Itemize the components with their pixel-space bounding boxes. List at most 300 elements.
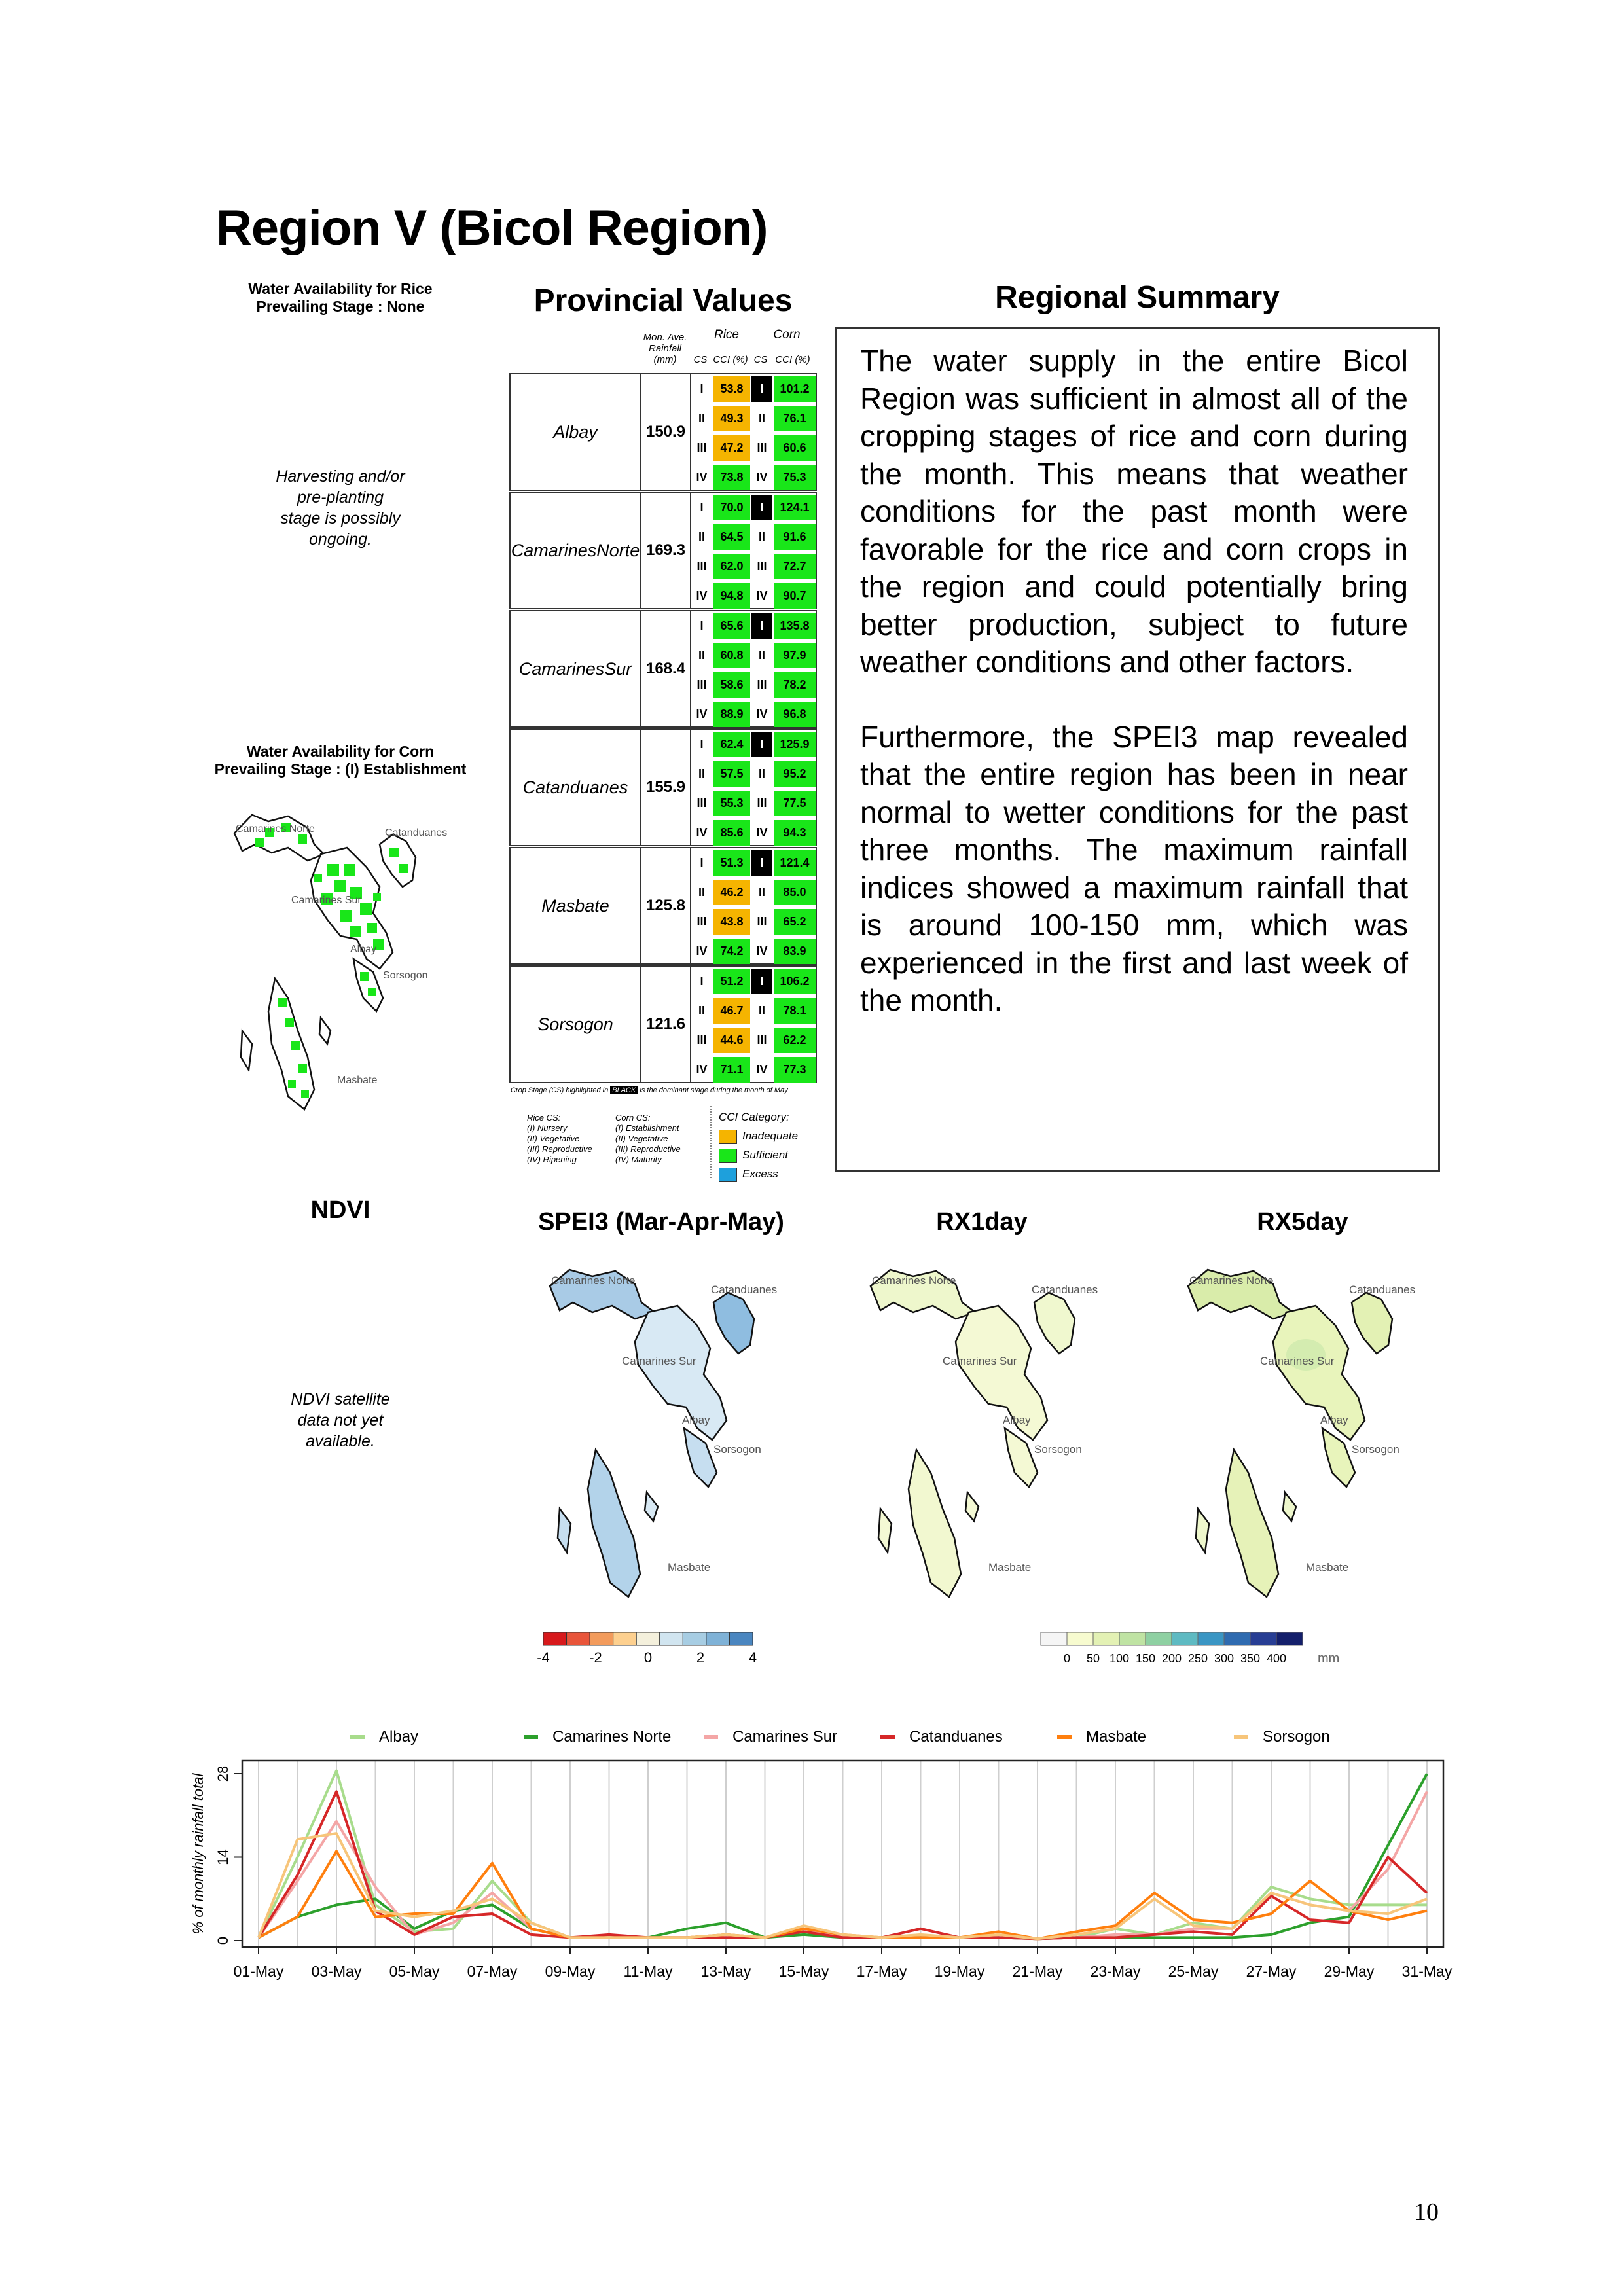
rain-scale-label: 0 bbox=[1063, 1652, 1071, 1665]
corn-crop-stage: III bbox=[757, 915, 767, 928]
province-shape bbox=[713, 1293, 754, 1354]
footnote-text: Crop Stage (CS) highlighted in bbox=[511, 1086, 609, 1094]
spei-scale-step bbox=[590, 1632, 613, 1645]
corn-crop-stage: III bbox=[757, 560, 767, 573]
ndvi-heading: NDVI bbox=[310, 1196, 370, 1224]
provincial-values-heading: Provincial Values bbox=[533, 283, 793, 318]
rice-cci-value: 65.6 bbox=[713, 613, 750, 639]
x-tick-label: 21-May bbox=[1012, 1963, 1063, 1980]
corn-panel-heading bbox=[196, 743, 484, 778]
legend-label: Albay bbox=[379, 1728, 419, 1746]
rain-scale-label: 350 bbox=[1240, 1652, 1261, 1665]
stage-row bbox=[691, 996, 818, 1026]
rice-cci-value: 64.5 bbox=[713, 524, 750, 550]
corn-crop-stage: IV bbox=[756, 589, 768, 602]
rain-scale-step bbox=[1041, 1632, 1067, 1645]
province-rainfall: 168.4 bbox=[641, 611, 691, 726]
corn-cci-value: 124.1 bbox=[774, 495, 816, 520]
ndvi-note bbox=[249, 1389, 432, 1452]
province-shape bbox=[635, 1306, 727, 1440]
province-name bbox=[511, 374, 641, 490]
corn-cci-value: 135.8 bbox=[774, 613, 816, 639]
x-tick-label: 23-May bbox=[1090, 1963, 1141, 1980]
rain-scale-step bbox=[1146, 1632, 1172, 1645]
spei-scale-label: 4 bbox=[748, 1649, 757, 1666]
corn-cci-value: 62.2 bbox=[774, 1028, 816, 1053]
map-label: Catanduanes bbox=[1349, 1283, 1416, 1296]
footnote-black-highlight: BLACK bbox=[610, 1086, 638, 1094]
rice-crop-stage: I bbox=[700, 975, 704, 988]
rain-header-line: (mm) bbox=[653, 354, 677, 365]
rice-cci-value: 74.2 bbox=[713, 939, 750, 964]
spei-color-scale bbox=[530, 1630, 766, 1676]
corn-cci-value: 95.2 bbox=[774, 761, 816, 787]
corn-cci-value: 97.9 bbox=[774, 643, 816, 668]
corn-crop-stage: IV bbox=[756, 944, 768, 958]
rainfall-color-scale bbox=[1034, 1630, 1348, 1676]
rice-cci-value: 53.8 bbox=[713, 376, 750, 402]
cci-legend-label: Excess bbox=[742, 1168, 778, 1180]
legend-line: (IV) Ripening bbox=[527, 1155, 577, 1164]
province-name bbox=[511, 848, 641, 963]
corn-cci-value: 96.8 bbox=[774, 702, 816, 727]
legend-label: Catanduanes bbox=[909, 1728, 1003, 1746]
x-tick-label: 01-May bbox=[233, 1963, 284, 1980]
corn-cci-value: 60.6 bbox=[774, 435, 816, 461]
x-tick-label: 29-May bbox=[1324, 1963, 1375, 1980]
rice-cci-value: 70.0 bbox=[713, 495, 750, 520]
province-shape bbox=[1226, 1450, 1278, 1597]
daily-rainfall-chart bbox=[183, 1748, 1466, 1990]
rice-cci-value: 85.6 bbox=[713, 820, 750, 846]
rice-crop-stage: III bbox=[696, 915, 707, 928]
province-shape bbox=[1352, 1293, 1392, 1354]
ndvi-note-line: data not yet bbox=[297, 1411, 384, 1429]
swatch-inadequate bbox=[719, 1130, 737, 1144]
corn-cci-value: 121.4 bbox=[774, 850, 816, 876]
corn-cci-value: 78.1 bbox=[774, 998, 816, 1024]
rice-crop-stage: I bbox=[700, 738, 704, 751]
x-tick-label: 05-May bbox=[389, 1963, 440, 1980]
rice-heading-line2: Prevailing Stage : None bbox=[256, 298, 425, 315]
table-footnote bbox=[511, 1086, 825, 1094]
province-shape bbox=[645, 1492, 658, 1521]
x-tick-label: 03-May bbox=[311, 1963, 362, 1980]
cci-category-legend bbox=[719, 1107, 823, 1183]
stage-row bbox=[691, 611, 818, 641]
stage-row bbox=[691, 433, 818, 463]
legend-line: (II) Vegetative bbox=[615, 1134, 668, 1143]
page-number: 10 bbox=[1414, 2198, 1439, 2226]
corn-crop-stage: IV bbox=[756, 826, 768, 839]
legend-line: Corn CS: bbox=[615, 1113, 651, 1122]
stage-row bbox=[691, 463, 818, 492]
province-name bbox=[511, 967, 641, 1082]
province-shape bbox=[1196, 1509, 1209, 1552]
spei-scale-step bbox=[543, 1632, 567, 1645]
rice-cs-subheader: CS bbox=[693, 354, 708, 365]
corn-cci-value: 125.9 bbox=[774, 732, 816, 757]
corn-cci-value: 72.7 bbox=[774, 554, 816, 579]
map-label: Catanduanes bbox=[1032, 1283, 1098, 1296]
map-label: Catanduanes bbox=[385, 827, 448, 838]
rain-scale-step bbox=[1276, 1632, 1303, 1645]
rainfall-column-header bbox=[639, 332, 691, 365]
rice-crop-stage: III bbox=[696, 560, 707, 573]
y-tick-label: 28 bbox=[215, 1765, 231, 1782]
province-shape bbox=[588, 1450, 640, 1597]
province-block bbox=[509, 965, 817, 1083]
corn-cci-value: 76.1 bbox=[774, 406, 816, 431]
rice-cci-subheader: CCI (%) bbox=[713, 354, 748, 365]
corn-heading-line2: Prevailing Stage : (I) Establishment bbox=[214, 761, 467, 778]
corn-crop-stage: II bbox=[758, 412, 765, 425]
province-block bbox=[509, 492, 817, 609]
rice-cci-value: 62.4 bbox=[713, 732, 750, 757]
corn-cci-value: 83.9 bbox=[774, 939, 816, 964]
rx5day-map bbox=[1168, 1257, 1443, 1617]
rice-crop-stage: II bbox=[698, 886, 705, 899]
summary-paragraph: The water supply in the entire Bicol Region was sufficient in almost all of the cropping stages of rice and corn during the month. This means that weather conditions for the past month were favorable for the rice and corn crops in the region and could potentially bring better production, subject to future weather conditions and other factors. bbox=[860, 344, 1408, 679]
footnote-text: is the dominant stage during the month of May bbox=[640, 1086, 788, 1094]
spei-scale-step bbox=[567, 1632, 590, 1645]
rain-scale-label: 200 bbox=[1161, 1652, 1182, 1665]
corn-cs-legend bbox=[615, 1113, 707, 1165]
rain-scale-label: 50 bbox=[1086, 1652, 1100, 1665]
y-tick-label: 14 bbox=[215, 1849, 231, 1865]
province-name-line: Camarines bbox=[518, 658, 605, 679]
province-name-line: Norte bbox=[596, 540, 640, 560]
legend-line: (III) Reproductive bbox=[615, 1144, 681, 1154]
spei-scale-label: -2 bbox=[589, 1649, 602, 1666]
chart-legend-item bbox=[1234, 1728, 1330, 1746]
rice-cci-value: 46.7 bbox=[713, 998, 750, 1024]
spei-map bbox=[530, 1257, 805, 1617]
stage-row bbox=[691, 581, 818, 611]
stage-row bbox=[691, 404, 818, 433]
map-label: Sorsogon bbox=[713, 1443, 761, 1456]
rice-note-line: stage is possibly bbox=[280, 509, 401, 528]
x-tick-label: 11-May bbox=[623, 1963, 673, 1980]
corn-cci-value: 77.5 bbox=[774, 791, 816, 816]
stage-row bbox=[691, 818, 818, 848]
swatch-excess bbox=[719, 1168, 737, 1182]
stage-row bbox=[691, 759, 818, 789]
rain-scale-step bbox=[1067, 1632, 1093, 1645]
legend-swatch bbox=[350, 1735, 365, 1739]
rice-cci-value: 94.8 bbox=[713, 583, 750, 609]
map-label: Albay bbox=[350, 944, 377, 955]
chart-legend-item bbox=[880, 1728, 1003, 1746]
x-tick-label: 07-May bbox=[467, 1963, 518, 1980]
map-label: Camarines Sur bbox=[943, 1355, 1017, 1367]
corn-crop-stage: II bbox=[758, 767, 765, 780]
stage-row bbox=[691, 789, 818, 818]
stage-row bbox=[691, 670, 818, 700]
corn-cci-value: 65.2 bbox=[774, 909, 816, 935]
rice-crop-stage: IV bbox=[696, 826, 708, 839]
spei-scale-label: -4 bbox=[537, 1649, 550, 1666]
cci-legend-label: Sufficient bbox=[742, 1149, 788, 1161]
rice-cci-value: 73.8 bbox=[713, 465, 750, 490]
map-label: Masbate bbox=[668, 1561, 711, 1573]
rice-cci-value: 51.2 bbox=[713, 969, 750, 994]
rice-cci-value: 44.6 bbox=[713, 1028, 750, 1053]
stage-row bbox=[691, 937, 818, 966]
rice-cci-value: 57.5 bbox=[713, 761, 750, 787]
rice-crop-stage: I bbox=[700, 619, 704, 632]
rain-scale-unit: mm bbox=[1318, 1651, 1340, 1666]
corn-crop-stage: IV bbox=[756, 708, 768, 721]
stage-row bbox=[691, 848, 818, 878]
y-axis-label: % of monthly rainfall total bbox=[190, 1773, 206, 1935]
legend-line: (I) Establishment bbox=[615, 1123, 679, 1133]
rice-crop-stage: IV bbox=[696, 471, 708, 484]
legend-swatch bbox=[704, 1735, 718, 1739]
rice-note-line: Harvesting and/or bbox=[276, 467, 405, 486]
corn-crop-stage: II bbox=[758, 530, 765, 543]
stage-row bbox=[691, 730, 818, 759]
map-label: Camarines Sur bbox=[622, 1355, 696, 1367]
stage-row bbox=[691, 641, 818, 670]
rain-header-line: Mon. Ave. bbox=[643, 332, 687, 343]
map-label: Camarines Sur bbox=[1260, 1355, 1335, 1367]
map-label: Masbate bbox=[1306, 1561, 1349, 1573]
rice-heading-line1: Water Availability for Rice bbox=[248, 280, 433, 297]
page-title: Region V (Bicol Region) bbox=[216, 200, 768, 256]
province-rainfall: 150.9 bbox=[641, 374, 691, 490]
corn-water-availability-map bbox=[216, 782, 478, 1149]
rx5day-map-title: RX5day bbox=[1257, 1208, 1348, 1236]
rice-crop-stage: II bbox=[698, 530, 705, 543]
corn-cci-value: 90.7 bbox=[774, 583, 816, 609]
corn-crop-stage: II bbox=[758, 886, 765, 899]
chart-legend-item bbox=[1057, 1728, 1146, 1746]
corn-crop-stage: III bbox=[757, 797, 767, 810]
rice-panel-note bbox=[236, 466, 445, 550]
cci-legend-item bbox=[719, 1164, 823, 1183]
corn-cci-value: 85.0 bbox=[774, 880, 816, 905]
stage-row bbox=[691, 967, 818, 996]
map-label: Sorsogon bbox=[1034, 1443, 1082, 1456]
x-tick-label: 25-May bbox=[1168, 1963, 1219, 1980]
rice-cci-value: 58.6 bbox=[713, 672, 750, 698]
province-rainfall: 169.3 bbox=[641, 493, 691, 608]
rain-scale-step bbox=[1093, 1632, 1119, 1645]
legend-label: Camarines Norte bbox=[552, 1728, 672, 1746]
province-shape bbox=[1283, 1492, 1296, 1521]
corn-crop-stage: III bbox=[757, 441, 767, 454]
provincial-values-table bbox=[509, 373, 817, 1086]
corn-crop-stage: I bbox=[751, 376, 772, 402]
rain-scale-label: 300 bbox=[1214, 1652, 1235, 1665]
province-name-line: Catanduanes bbox=[522, 777, 628, 797]
map-label: Camarines Norte bbox=[872, 1274, 956, 1287]
rain-scale-label: 250 bbox=[1187, 1652, 1208, 1665]
corn-cci-value: 106.2 bbox=[774, 969, 816, 994]
province-rainfall: 125.8 bbox=[641, 848, 691, 963]
spei-scale-bars bbox=[543, 1632, 753, 1645]
map-label: Albay bbox=[1003, 1414, 1031, 1426]
legend-line: (III) Reproductive bbox=[527, 1144, 592, 1154]
legend-line: (IV) Maturity bbox=[615, 1155, 662, 1164]
cci-legend-item bbox=[719, 1126, 823, 1145]
province-shape bbox=[558, 1509, 571, 1552]
province-block bbox=[509, 728, 817, 846]
rain-header-line: Rainfall bbox=[648, 343, 682, 354]
province-block bbox=[509, 847, 817, 965]
stage-row bbox=[691, 493, 818, 522]
rice-cci-value: 49.3 bbox=[713, 406, 750, 431]
x-tick-label: 13-May bbox=[700, 1963, 751, 1980]
rain-scale-step bbox=[1224, 1632, 1250, 1645]
rain-scale-label: 100 bbox=[1109, 1652, 1130, 1665]
province-shape bbox=[909, 1450, 961, 1597]
rice-crop-stage: II bbox=[698, 649, 705, 662]
stage-row bbox=[691, 1026, 818, 1055]
chart-legend-item bbox=[350, 1728, 418, 1746]
spei-map-title: SPEI3 (Mar-Apr-May) bbox=[538, 1208, 784, 1236]
stage-row bbox=[691, 878, 818, 907]
regional-summary-heading: Regional Summary bbox=[995, 280, 1280, 315]
rice-crop-stage: I bbox=[700, 382, 704, 395]
rice-column-header: Rice bbox=[713, 328, 739, 342]
rice-note-line: ongoing. bbox=[309, 530, 372, 548]
swatch-sufficient bbox=[719, 1149, 737, 1163]
corn-column-header: Corn bbox=[773, 328, 801, 342]
y-tick-label: 0 bbox=[215, 1936, 231, 1945]
cci-legend-label: Inadequate bbox=[742, 1130, 799, 1142]
legend-swatch bbox=[524, 1735, 538, 1739]
legend-label: Sorsogon bbox=[1263, 1728, 1330, 1746]
map-label: Sorsogon bbox=[383, 970, 428, 981]
rice-cs-legend bbox=[527, 1113, 619, 1165]
rice-crop-stage: III bbox=[696, 441, 707, 454]
cci-legend-item bbox=[719, 1145, 823, 1164]
province-shape bbox=[956, 1306, 1047, 1440]
rain-scale-label: 400 bbox=[1266, 1652, 1287, 1665]
map-label: Camarines Sur bbox=[291, 895, 361, 906]
corn-cci-value: 77.3 bbox=[774, 1057, 816, 1083]
map-label: Albay bbox=[682, 1414, 710, 1426]
corn-crop-stage: I bbox=[751, 613, 772, 639]
chart-legend-item bbox=[524, 1728, 671, 1746]
stage-row bbox=[691, 374, 818, 404]
rice-cci-value: 51.3 bbox=[713, 850, 750, 876]
corn-crop-stage: I bbox=[751, 969, 772, 994]
corn-crop-stage: IV bbox=[756, 471, 768, 484]
rice-cci-value: 55.3 bbox=[713, 791, 750, 816]
stage-row bbox=[691, 522, 818, 552]
corn-cci-value: 91.6 bbox=[774, 524, 816, 550]
x-tick-label: 17-May bbox=[856, 1963, 907, 1980]
ndvi-note-line: available. bbox=[306, 1432, 375, 1450]
legend-line: (I) Nursery bbox=[527, 1123, 568, 1133]
map-label: Camarines Norte bbox=[1189, 1274, 1274, 1287]
spei-scale-step bbox=[729, 1632, 753, 1645]
spei-scale-step bbox=[683, 1632, 706, 1645]
corn-crop-stage: I bbox=[751, 495, 772, 520]
province-name-line: Camarines bbox=[511, 540, 597, 560]
map-label: Sorsogon bbox=[1352, 1443, 1399, 1456]
rice-crop-stage: III bbox=[696, 678, 707, 691]
rice-panel-heading bbox=[196, 280, 484, 315]
province-block bbox=[509, 610, 817, 728]
spei-scale-label: 0 bbox=[643, 1649, 653, 1666]
map-label: Masbate bbox=[337, 1075, 378, 1086]
province-shape bbox=[1273, 1306, 1365, 1440]
rain-scale-step bbox=[1198, 1632, 1224, 1645]
stage-row bbox=[691, 700, 818, 729]
rain-scale-step bbox=[1119, 1632, 1146, 1645]
legend-line: Rice CS: bbox=[527, 1113, 561, 1122]
rice-cci-value: 71.1 bbox=[713, 1057, 750, 1083]
spei-scale-step bbox=[613, 1632, 637, 1645]
regional-summary-box bbox=[835, 327, 1440, 1172]
province-name bbox=[511, 730, 641, 845]
x-tick-label: 09-May bbox=[545, 1963, 596, 1980]
ndvi-note-line: NDVI satellite bbox=[291, 1390, 390, 1408]
rain-scale-label: 150 bbox=[1135, 1652, 1156, 1665]
x-tick-label: 19-May bbox=[934, 1963, 985, 1980]
rice-crop-stage: IV bbox=[696, 944, 708, 958]
spei-scale-step bbox=[660, 1632, 683, 1645]
rice-crop-stage: IV bbox=[696, 708, 708, 721]
corn-cci-value: 94.3 bbox=[774, 820, 816, 846]
map-label: Albay bbox=[1320, 1414, 1348, 1426]
corn-heading-line1: Water Availability for Corn bbox=[246, 743, 435, 760]
rice-cci-value: 43.8 bbox=[713, 909, 750, 935]
legend-label: Masbate bbox=[1086, 1728, 1147, 1746]
rice-crop-stage: I bbox=[700, 501, 704, 514]
province-name bbox=[511, 611, 641, 726]
corn-crop-stage: III bbox=[757, 1033, 767, 1047]
rice-cci-value: 46.2 bbox=[713, 880, 750, 905]
rice-cci-value: 47.2 bbox=[713, 435, 750, 461]
province-name-line: Sur bbox=[604, 658, 632, 679]
corn-cci-subheader: CCI (%) bbox=[775, 354, 810, 365]
province-rainfall: 155.9 bbox=[641, 730, 691, 845]
spei-scale-step bbox=[636, 1632, 660, 1645]
corn-cs-subheader: CS bbox=[753, 354, 768, 365]
rice-cci-value: 62.0 bbox=[713, 554, 750, 579]
legend-swatch bbox=[1057, 1735, 1072, 1739]
map-label: Masbate bbox=[988, 1561, 1032, 1573]
rice-crop-stage: III bbox=[696, 1033, 707, 1047]
x-tick-label: 31-May bbox=[1401, 1963, 1453, 1980]
rain-scale-bars bbox=[1041, 1632, 1303, 1645]
rice-crop-stage: II bbox=[698, 412, 705, 425]
corn-crop-stage: I bbox=[751, 850, 772, 876]
province-name bbox=[511, 493, 641, 608]
province-name-line: Masbate bbox=[541, 895, 609, 916]
corn-cci-value: 101.2 bbox=[774, 376, 816, 402]
cci-legend-title: CCI Category: bbox=[719, 1111, 789, 1123]
rice-crop-stage: IV bbox=[696, 1063, 708, 1076]
stage-row bbox=[691, 907, 818, 937]
rice-crop-stage: II bbox=[698, 1004, 705, 1017]
province-name-line: Sorsogon bbox=[537, 1014, 613, 1034]
spei-scale-step bbox=[706, 1632, 730, 1645]
legend-swatch bbox=[880, 1735, 895, 1739]
rice-crop-stage: I bbox=[700, 856, 704, 869]
map-label: Camarines Norte bbox=[236, 823, 315, 834]
rice-crop-stage: II bbox=[698, 767, 705, 780]
spei-scale-label: 2 bbox=[696, 1649, 705, 1666]
stage-row bbox=[691, 552, 818, 581]
legend-line: (II) Vegetative bbox=[527, 1134, 580, 1143]
chart-legend-item bbox=[704, 1728, 837, 1746]
